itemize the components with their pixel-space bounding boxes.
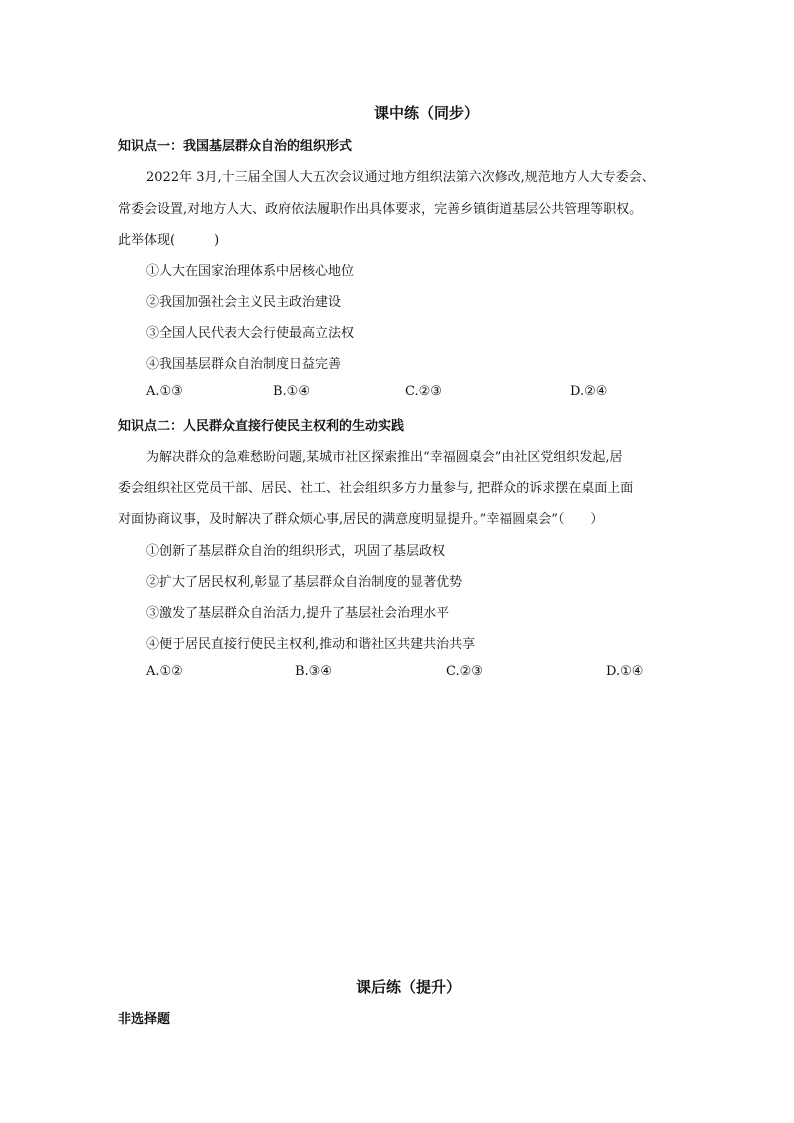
kp1-option-b: B.①④ (273, 384, 310, 399)
kp2-option-b: B.③④ (295, 664, 332, 679)
kp2-stem-line-1: 为解决群众的急难愁盼问题,某城市社区探索推出“幸福圆桌会”由社区党组织发起,居 (146, 450, 623, 465)
kp1-stem-line-3: 此举体现( ) (118, 233, 220, 248)
kp1-item-2: ②我国加强社会主义民主政治建设 (146, 295, 342, 310)
kp2-option-c: C.②③ (446, 664, 483, 679)
kp1-option-d: D.②④ (570, 384, 608, 399)
kp1-option-a: A.①③ (146, 384, 183, 399)
kp2-item-3: ③激发了基层群众自治活力,提升了基层社会治理水平 (146, 606, 450, 621)
kp2-option-d: D.①④ (606, 664, 644, 679)
kp2-stem-line-3: 对面协商议事，及时解决了群众烦心事,居民的满意度明显提升。”幸福圆桌会”（ ） (118, 512, 604, 527)
section2-title: 课后练（提升） (356, 978, 462, 996)
kp2-item-2: ②扩大了居民权利,彰显了基层群众自治制度的显著优势 (146, 575, 463, 590)
kp2-stem-line-2: 委会组织社区党员干部、居民、社工、社会组织多方力量参与, 把群众的诉求摆在桌面上面 (118, 481, 634, 496)
kp1-stem-line-1: 2022年 3月,十三届全国人大五次会议通过地方组织法第六次修改,规范地方人大专委会、 (146, 170, 655, 185)
kp1-item-1: ①人大在国家治理体系中居核心地位 (146, 264, 355, 279)
kp2-item-1: ①创新了基层群众自治的组织形式，巩固了基层政权 (146, 544, 446, 559)
section1-title: 课中练（同步） (374, 104, 480, 122)
kp2-item-4: ④便于居民直接行使民主权利,推动和谐社区共建共治共享 (146, 637, 476, 652)
kp2-heading: 知识点二：人民群众直接行使民主权利的生动实践 (118, 419, 405, 434)
kp1-item-3: ③全国人民代表大会行使最高立法权 (146, 326, 355, 341)
section2-subheading: 非选择题 (118, 1012, 171, 1027)
kp2-option-a: A.①② (146, 664, 183, 679)
kp1-option-c: C.②③ (405, 384, 442, 399)
kp1-item-4: ④我国基层群众自治制度日益完善 (146, 357, 342, 372)
kp1-stem-line-2: 常委会设置,对地方人大、政府依法履职作出具体要求，完善乡镇街道基层公共管理等职权。 (118, 202, 643, 217)
kp1-heading: 知识点一：我国基层群众自治的组织形式 (118, 139, 353, 154)
